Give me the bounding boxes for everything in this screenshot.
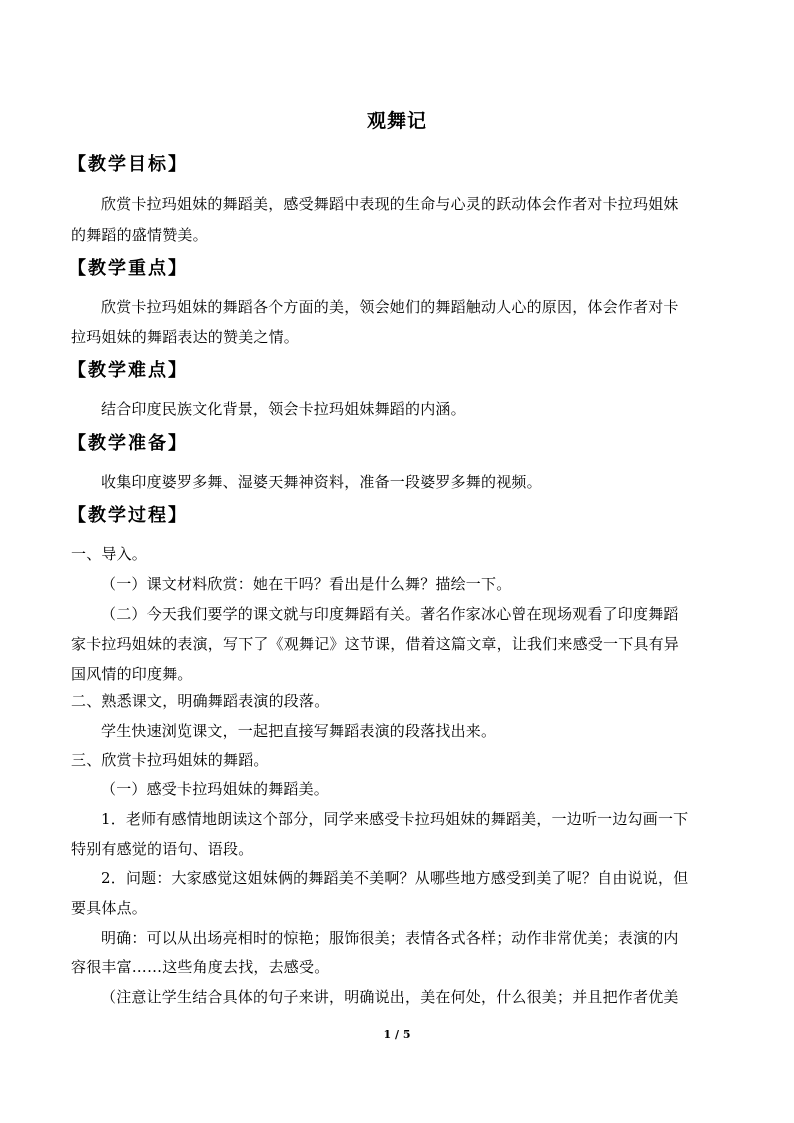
document-title: 观舞记 xyxy=(366,110,427,132)
process-line-1: 一、导入。 xyxy=(71,545,148,563)
process-line-8: 三、欣赏卡拉玛姐妹的舞蹈。 xyxy=(71,751,269,769)
process-line-10: 1．老师有感情地朗读这个部分，同学来感受卡拉玛姐妹的舞蹈美，一边听一边勾画一下 xyxy=(101,810,689,828)
process-line-11: 特别有感觉的语句、语段。 xyxy=(71,840,254,858)
process-line-2: （一）课文材料欣赏：她在干吗？看出是什么舞？描绘一下。 xyxy=(101,575,512,593)
process-line-9: （一）感受卡拉玛姐妹的舞蹈美。 xyxy=(101,780,330,798)
process-line-6: 二、熟悉课文，明确舞蹈表演的段落。 xyxy=(71,692,330,710)
heading-teaching-goals: 【教学目标】 xyxy=(68,154,188,175)
process-line-15: 容很丰富……这些角度去找，去感受。 xyxy=(71,958,330,976)
preparation-line-1: 收集印度婆罗多舞、湿婆天舞神资料，准备一段婆罗多舞的视频。 xyxy=(101,473,542,491)
heading-preparation: 【教学准备】 xyxy=(68,433,188,454)
process-line-14: 明确：可以从出场亮相时的惊艳；服饰很美；表情各式各样；动作非常优美；表演的内 xyxy=(101,929,679,947)
process-line-5: 国风情的印度舞。 xyxy=(71,665,193,683)
page-number: 1 / 5 xyxy=(383,1028,411,1041)
goals-line-1: 欣赏卡拉玛姐妹的舞蹈美，感受舞蹈中表现的生命与心灵的跃动体会作者对卡拉玛姐妹 xyxy=(101,195,679,213)
process-line-7: 学生快速浏览课文，一起把直接写舞蹈表演的段落找出来。 xyxy=(101,722,497,740)
process-line-12: 2．问题：大家感觉这姐妹俩的舞蹈美不美啊？从哪些地方感受到美了呢？自由说说，但 xyxy=(101,869,689,887)
goals-line-2: 的舞蹈的盛情赞美。 xyxy=(71,226,208,244)
heading-key-points: 【教学重点】 xyxy=(68,258,188,279)
key-points-line-2: 拉玛姐妹的舞蹈表达的赞美之情。 xyxy=(71,328,300,346)
key-points-line-1: 欣赏卡拉玛姐妹的舞蹈各个方面的美，领会她们的舞蹈触动人心的原因，体会作者对卡 xyxy=(101,298,679,316)
process-line-13: 要具体点。 xyxy=(71,899,148,917)
heading-process: 【教学过程】 xyxy=(68,505,188,526)
process-line-4: 家卡拉玛姐妹的表演，写下了《观舞记》这节课，借着这篇文章，让我们来感受一下具有异 xyxy=(71,635,680,653)
heading-difficulties: 【教学难点】 xyxy=(68,360,188,381)
process-line-3: （二）今天我们要学的课文就与印度舞蹈有关。著名作家冰心曾在现场观看了印度舞蹈 xyxy=(101,605,679,623)
difficulties-line-1: 结合印度民族文化背景，领会卡拉玛姐妹舞蹈的内涵。 xyxy=(101,400,466,418)
process-line-16: （注意让学生结合具体的句子来讲，明确说出，美在何处，什么很美；并且把作者优美 xyxy=(101,988,679,1006)
